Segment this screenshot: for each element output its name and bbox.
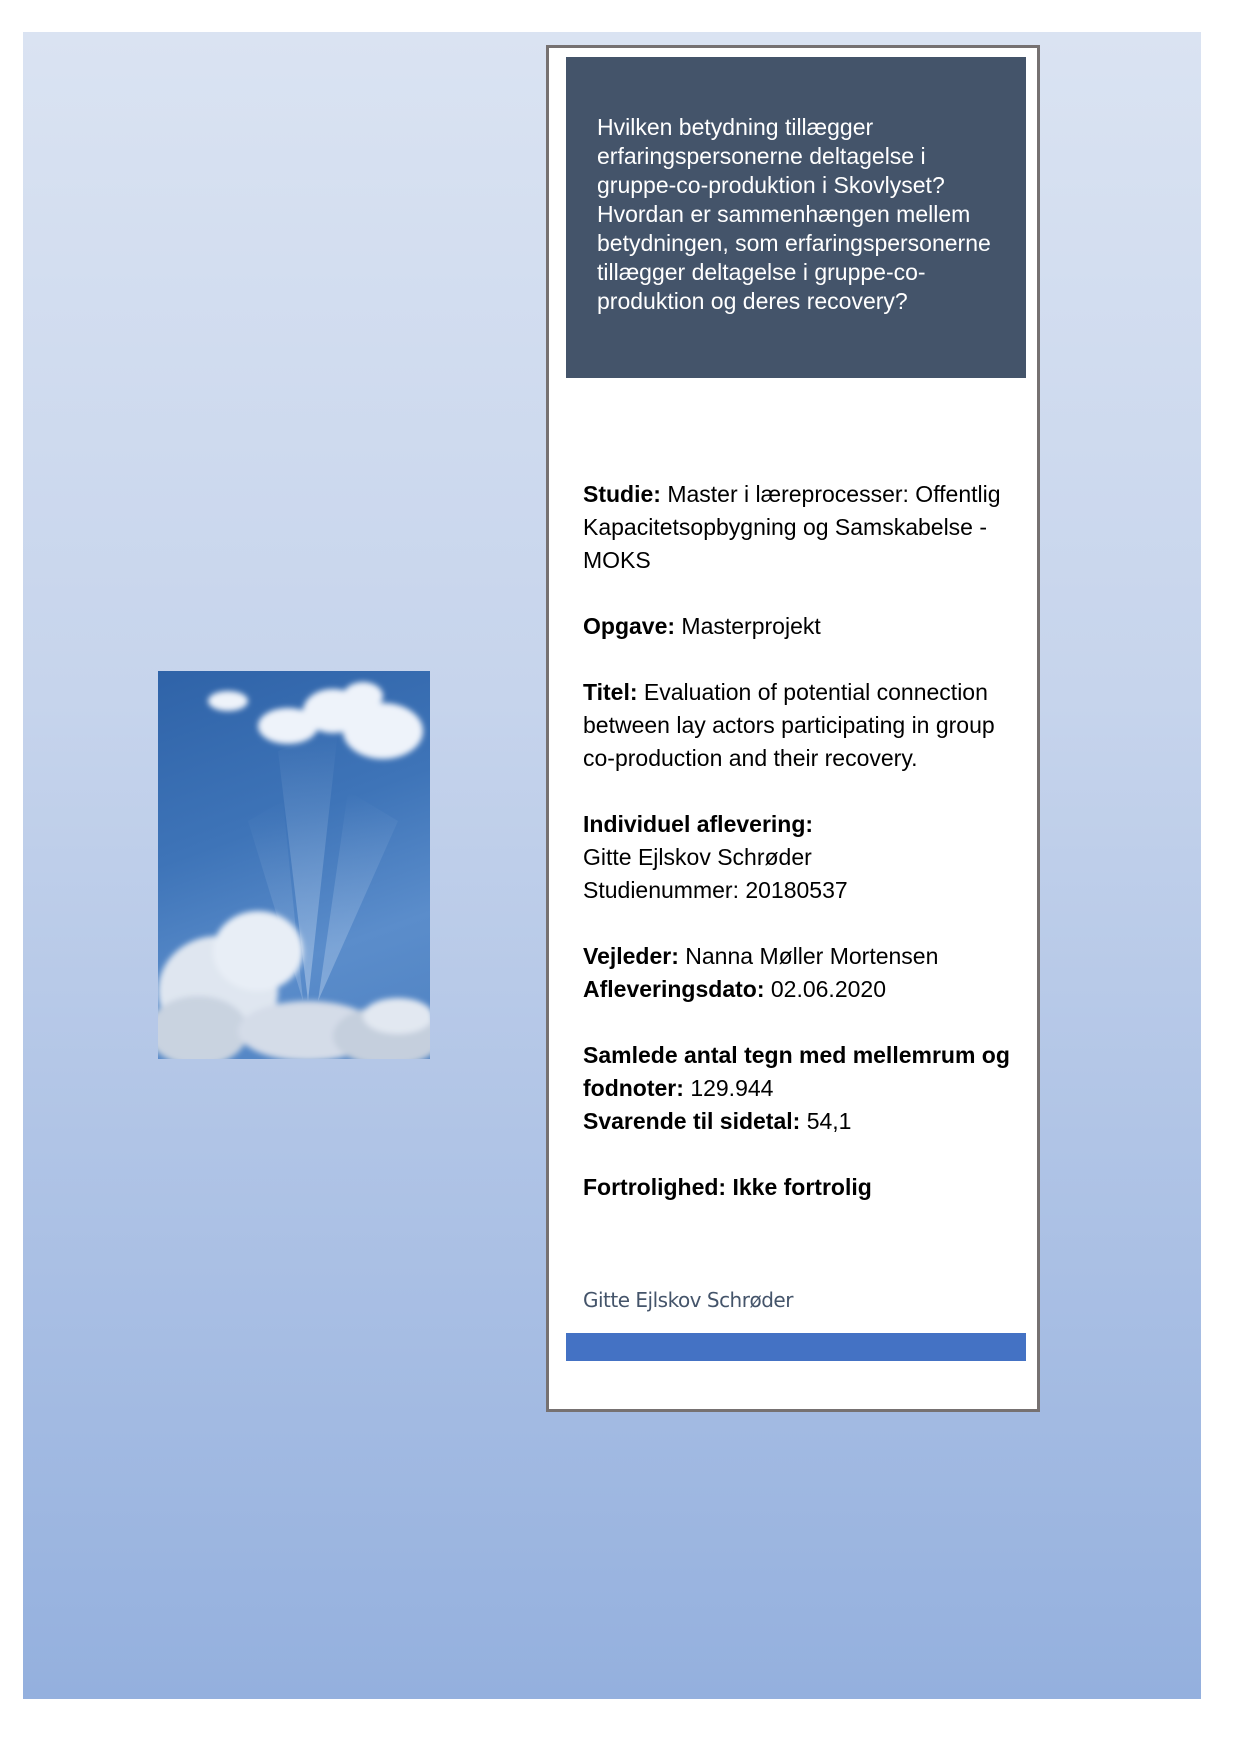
assignment-value: Masterprojekt (681, 613, 821, 639)
character-count-value: 129.944 (690, 1075, 774, 1101)
author-name: Gitte Ejlskov Schrøder (583, 844, 812, 870)
assignment-field (583, 610, 1013, 643)
cover-info-card (546, 45, 1040, 1412)
research-question-box (566, 57, 1026, 378)
character-count-field (583, 1039, 1013, 1138)
study-label: Studie: (583, 481, 661, 507)
supervisor-label: Vejleder: (583, 943, 679, 969)
confidentiality-field (583, 1171, 1013, 1204)
submission-label: Individuel aflevering: (583, 811, 814, 837)
student-number: Studienummer: 20180537 (583, 877, 848, 903)
cloud-image-icon (158, 671, 430, 1059)
research-question-text: Hvilken betydning tillægger erfaringspersonerne deltagelse i gruppe-co-produktion i Skovlyset? Hvordan er sammenhængen mellem betydningen, som erfaringspersonerne tillægger deltagelse i gruppe-co-produktion og deres recovery? (597, 114, 991, 314)
page-count-label: Svarende til sidetal: (583, 1108, 801, 1134)
page-count-value: 54,1 (806, 1108, 852, 1134)
title-label: Titel: (583, 679, 638, 705)
date-label: Afleveringsdato: (583, 976, 765, 1002)
footer-author-name: Gitte Ejlskov Schrøder (583, 1288, 793, 1312)
study-value: Master i læreprocesser: Offentlig Kapacitetsopbygning og Samskabelse - MOKS (583, 481, 1001, 573)
confidentiality-label: Fortrolighed: Ikke fortrolig (583, 1174, 872, 1200)
supervisor-date-field (583, 940, 1013, 1006)
title-field (583, 676, 1013, 775)
supervisor-value: Nanna Møller Mortensen (685, 943, 939, 969)
title-value: Evaluation of potential connection between lay actors participating in group co-production and their recovery. (583, 679, 995, 771)
footer-accent-bar (566, 1333, 1026, 1361)
thesis-details (583, 478, 1013, 1237)
submission-field (583, 808, 1013, 907)
cover-photo-sky (158, 671, 430, 1059)
study-field (583, 478, 1013, 577)
assignment-label: Opgave: (583, 613, 676, 639)
date-value: 02.06.2020 (770, 976, 886, 1002)
character-count-label: Samlede antal tegn med mellemrum og fodnoter: (583, 1042, 1010, 1101)
